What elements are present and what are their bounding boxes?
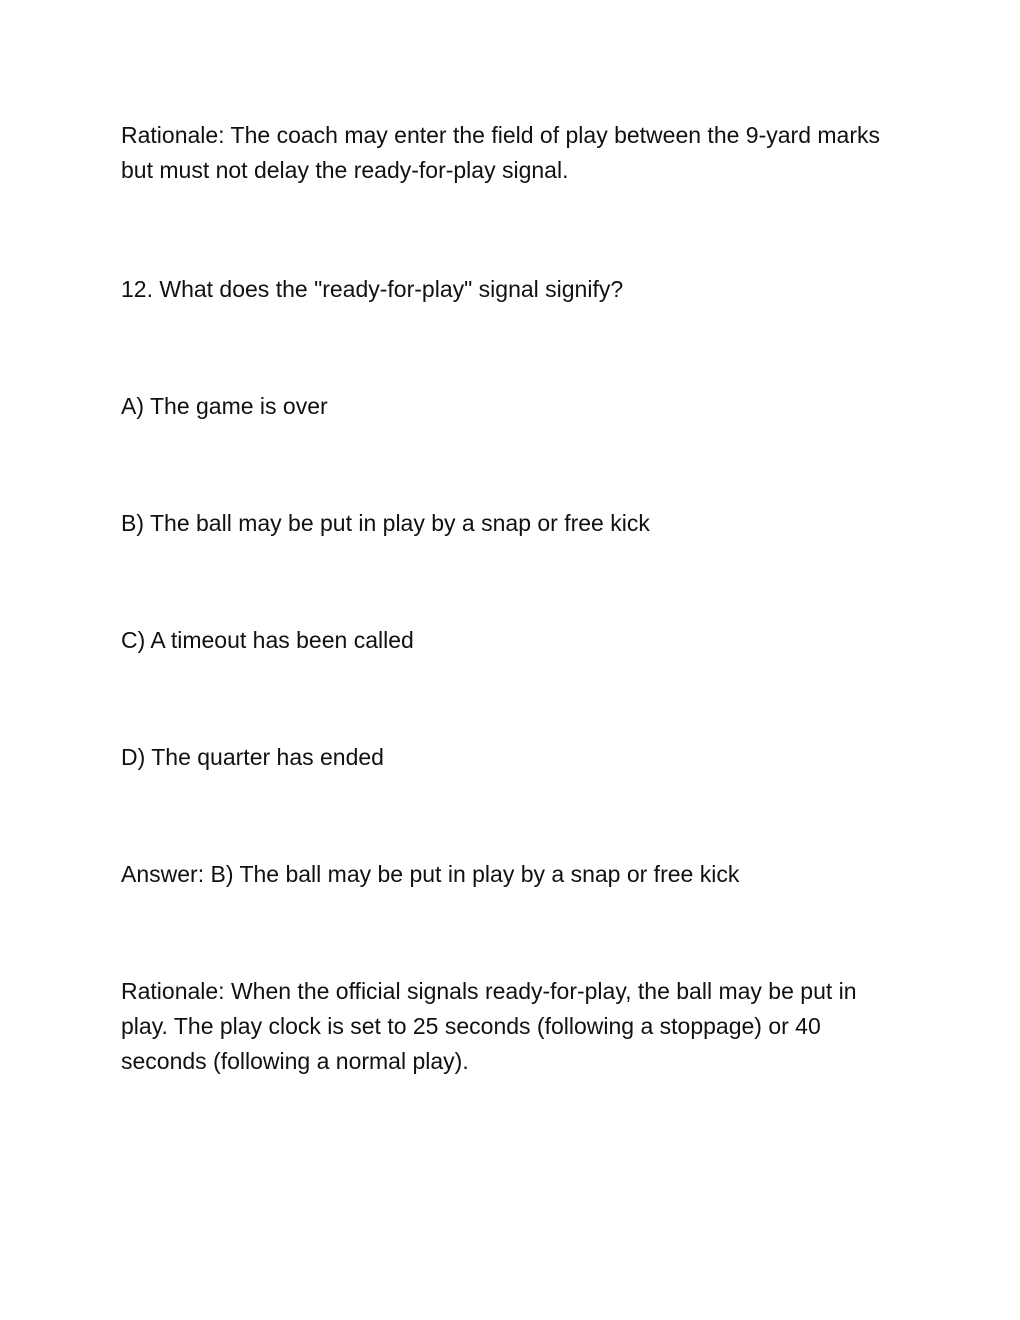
rationale-text: Rationale: When the official signals ready-for-play, the ball may be put in play. The play clock is set to 25 seconds (following a stoppage) or 40 seconds (following a normal play). [121,978,857,1074]
option-d: D) The quarter has ended [121,744,384,770]
answer-text: Answer: B) The ball may be put in play by a snap or free kick [121,861,740,887]
option-c: C) A timeout has been called [121,627,414,653]
option-a: A) The game is over [121,393,328,419]
previous-rationale: Rationale: The coach may enter the field of play between the 9-yard marks but must not delay the ready-for-play signal. [121,122,880,183]
question-text: 12. What does the "ready-for-play" signal signify? [121,276,624,302]
option-b: B) The ball may be put in play by a snap or free kick [121,510,650,536]
